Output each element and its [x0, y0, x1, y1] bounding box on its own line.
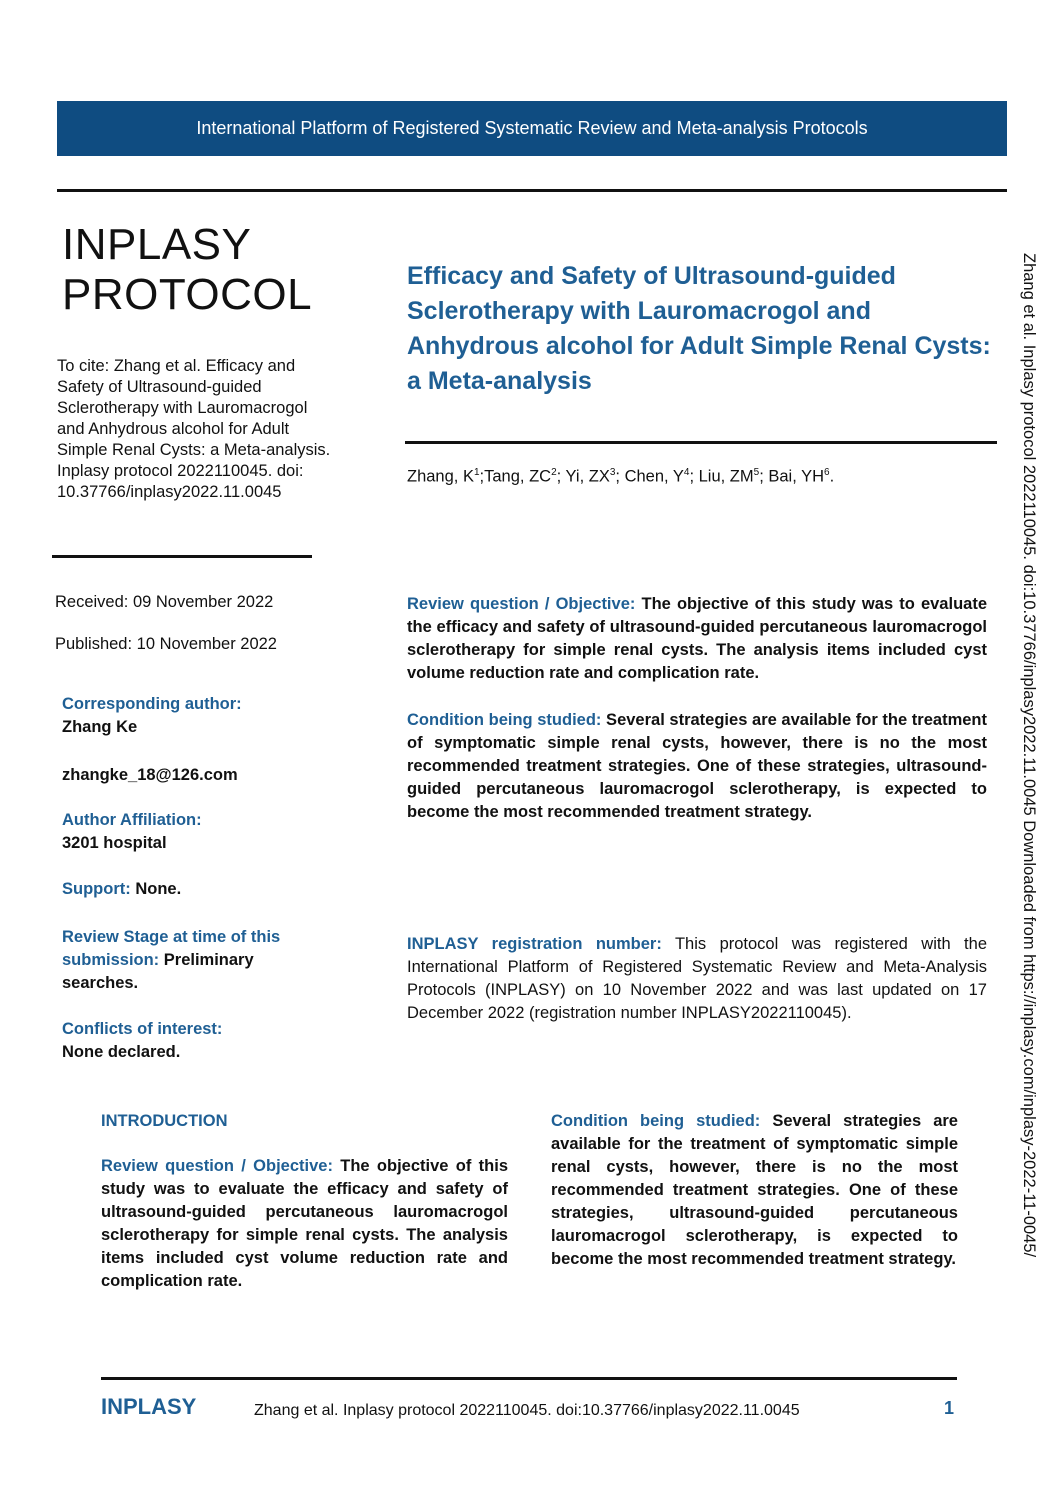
citation-rule	[52, 555, 312, 558]
intro-objective-label: Review question / Objective:	[101, 1157, 333, 1175]
corresponding-author	[62, 693, 332, 739]
author-affiliation-mark: 6	[824, 467, 830, 478]
support-label: Support:	[62, 880, 131, 898]
affiliation-value: 3201 hospital	[62, 834, 167, 852]
footer-rule	[101, 1377, 957, 1380]
author-separator: ;	[689, 467, 699, 486]
corresponding-author-label: Corresponding author:	[62, 695, 242, 713]
introduction-heading: INTRODUCTION	[101, 1112, 228, 1130]
author-name: Liu, ZM	[698, 467, 754, 486]
author-affiliation-mark: 2	[551, 467, 557, 478]
title-rule	[405, 441, 997, 444]
published-date: Published: 10 November 2022	[55, 635, 277, 653]
affiliation-label: Author Affiliation:	[62, 811, 202, 829]
author-name: Bai, YH	[768, 467, 825, 486]
corresponding-author-name: Zhang Ke	[62, 718, 138, 736]
page-number: 1	[944, 1398, 955, 1418]
registration-text: This protocol was registered with the International Platform of Registered Systematic Review and Meta-Analysis Protocols (INPLASY) on 10 November 2022 and was last updated on 17 December 2022 (registration number INPLASY2022110045).	[407, 935, 987, 1022]
intro-condition-label: Condition being studied:	[551, 1112, 761, 1130]
side-download-note: Zhang et al. Inplasy protocol 2022110045. doi:10.37766/inplasy2022.11.0045 Downloaded from https://inplasy.com/inplasy-2022-11-0045/	[1020, 253, 1038, 1258]
intro-objective	[101, 1155, 508, 1293]
footer-brand: INPLASY	[101, 1394, 197, 1419]
author-affiliation-mark: 1	[473, 467, 480, 478]
intro-objective-text: The objective of this study was to evaluate the efficacy and safety of ultrasound-guided percutaneous lauromacrogol sclerotherapy for simple renal cysts. The analysis items included cyst volume reduction rate and complication rate.	[101, 1157, 508, 1290]
author-name: Yi, ZX	[565, 467, 610, 486]
abstract-objective-label: Review question / Objective:	[407, 595, 636, 613]
author-name: Tang, ZC	[484, 467, 552, 486]
footer-citation: Zhang et al. Inplasy protocol 2022110045. doi:10.37766/inplasy2022.11.0045	[254, 1402, 800, 1419]
conflicts-label: Conflicts of interest:	[62, 1020, 223, 1038]
author-separator: ;	[615, 467, 625, 486]
paper-title: Efficacy and Safety of Ultrasound-guided Sclerotherapy with Lauromacrogol and Anhydrous alcohol for Adult Simple Renal Cysts: a Meta-analysis	[407, 262, 991, 395]
author-separator: .	[829, 467, 835, 486]
author-separator: ;	[556, 467, 566, 486]
protocol-heading-line1: INPLASY	[62, 220, 252, 269]
registration-info	[407, 933, 987, 1025]
abstract-objective-text: The objective of this study was to evaluate the efficacy and safety of ultrasound-guided percutaneous lauromacrogol sclerotherapy for simple renal cysts. The analysis items included cyst volume reduction rate and complication rate.	[407, 595, 987, 682]
author-email[interactable]: zhangke_18@126.com	[62, 766, 238, 784]
author-list	[407, 467, 834, 487]
author-affiliation-mark: 5	[753, 467, 760, 478]
review-stage-label: Review Stage at time of this submission:	[62, 928, 281, 969]
protocol-heading	[62, 220, 312, 320]
conflicts-of-interest	[62, 1018, 332, 1064]
received-date: Received: 09 November 2022	[55, 593, 274, 611]
registration-label: INPLASY registration number:	[407, 935, 662, 953]
author-affiliation	[62, 809, 332, 855]
protocol-heading-line2: PROTOCOL	[62, 270, 313, 319]
journal-banner: International Platform of Registered Systematic Review and Meta-analysis Protocols	[57, 101, 1007, 156]
author-name: Chen, Y	[624, 467, 684, 486]
author-separator: ;	[759, 467, 769, 486]
conflicts-value: None declared.	[62, 1043, 181, 1061]
abstract-condition-text: Several strategies are available for the treatment of symptomatic simple renal cysts, however, there is no the most recommended treatment strategies. One of these strategies, ultrasound-guided percutaneous lauromacrogol sclerotherapy, is expected to become the most recommended treatment strategy.	[407, 711, 987, 821]
author-affiliation-mark: 3	[609, 467, 616, 478]
abstract-objective	[407, 593, 987, 685]
review-stage-value: Preliminary searches.	[62, 951, 254, 992]
abstract-condition	[407, 709, 987, 824]
author-name: Zhang, K	[407, 467, 474, 486]
author-affiliation-mark: 4	[683, 467, 690, 478]
intro-condition	[551, 1110, 958, 1271]
header-rule	[57, 189, 1007, 192]
support	[62, 878, 332, 901]
intro-condition-text: Several strategies are available for the treatment of symptomatic simple renal cysts, however, there is no the most recommended treatment strategies. One of these strategies, ultrasound-guided percutaneous lauromacrogol sclerotherapy, is expected to become the most recommended treatment strategy.	[551, 1112, 958, 1268]
author-separator: ;	[479, 467, 485, 486]
support-value: None.	[130, 880, 182, 898]
review-stage	[62, 926, 332, 995]
abstract-condition-label: Condition being studied:	[407, 711, 602, 729]
citation-text: To cite: Zhang et al. Efficacy and Safety of Ultrasound-guided Sclerotherapy with Lauromacrogol and Anhydrous alcohol for Adult Simple Renal Cysts: a Meta-analysis. Inplasy protocol 2022110045. doi: 10.37766/inplasy2022.11.0045	[57, 357, 331, 501]
